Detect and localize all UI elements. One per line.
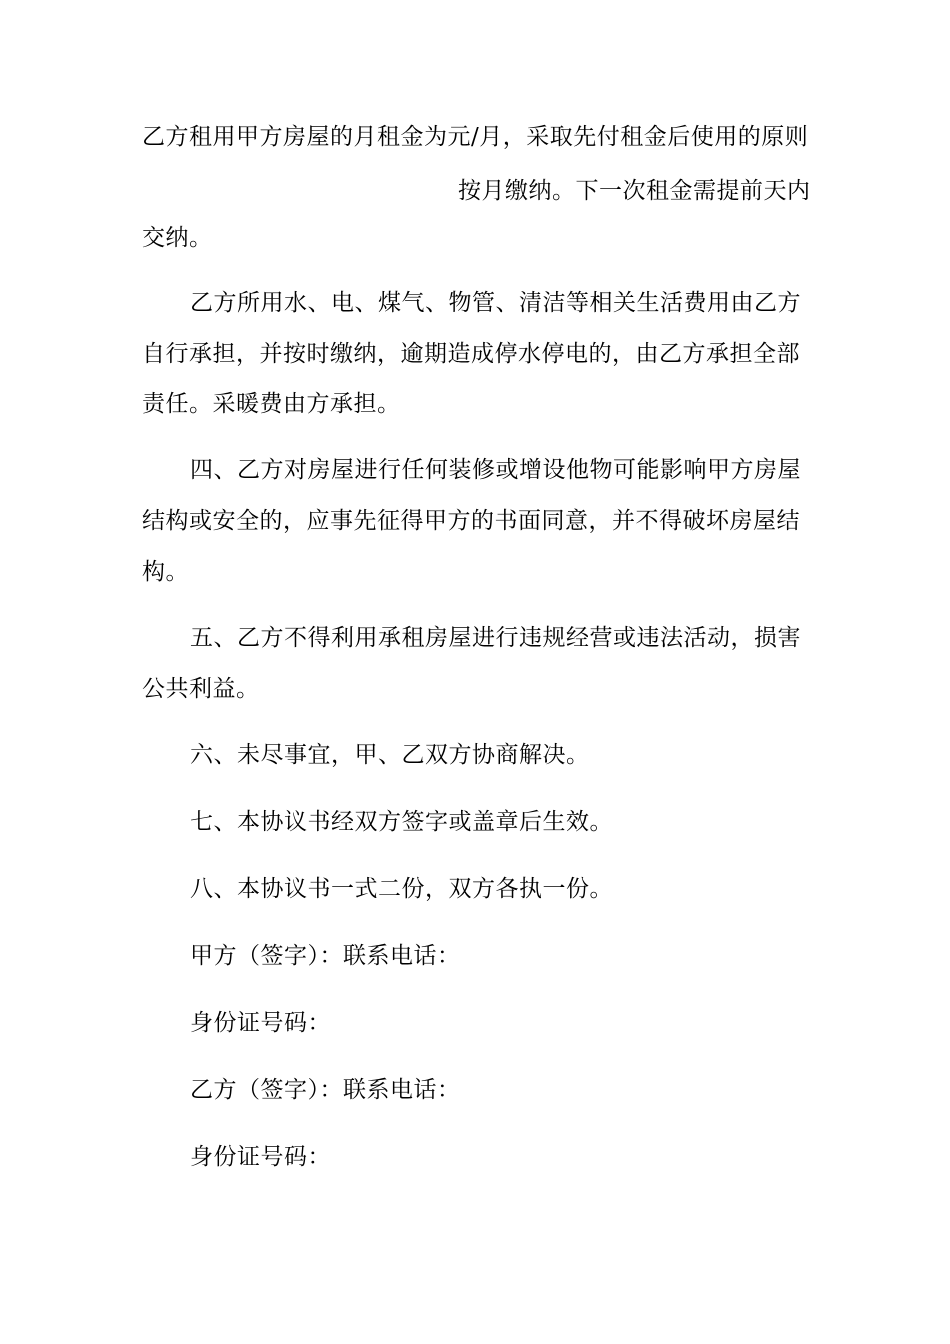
clause-4-line-1: 四、乙方对房屋进行任何装修或增设他物可能影响甲方房屋 bbox=[190, 457, 801, 483]
clause-4-line-3: 构。 bbox=[142, 559, 189, 585]
rent-paragraph-line-3: 交纳。 bbox=[142, 225, 213, 251]
clause-4-line-2: 结构或安全的，应事先征得甲方的书面同意，并不得破坏房屋结 bbox=[142, 508, 800, 534]
clause-6: 六、未尽事宜，甲、乙双方协商解决。 bbox=[190, 742, 590, 768]
clause-7: 七、本协议书经双方签字或盖章后生效。 bbox=[190, 809, 613, 835]
rent-paragraph-line-2: 按月缴纳。下一次租金需提前天内 bbox=[458, 178, 811, 204]
utilities-paragraph-line-1: 乙方所用水、电、煤气、物管、清洁等相关生活费用由乙方 bbox=[190, 290, 801, 316]
party-b-signature-line: 乙方（签字）：联系电话： bbox=[190, 1077, 461, 1103]
party-a-id-line: 身份证号码： bbox=[190, 1010, 331, 1036]
clause-8: 八、本协议书一式二份，双方各执一份。 bbox=[190, 876, 613, 902]
utilities-paragraph-line-3: 责任。采暖费由方承担。 bbox=[142, 391, 401, 417]
clause-5-line-1: 五、乙方不得利用承租房屋进行违规经营或违法活动，损害 bbox=[190, 625, 801, 651]
utilities-paragraph-line-2: 自行承担，并按时缴纳，逾期造成停水停电的，由乙方承担全部 bbox=[142, 341, 800, 367]
party-b-id-line: 身份证号码： bbox=[190, 1144, 331, 1170]
clause-5-line-2: 公共利益。 bbox=[142, 676, 260, 702]
party-a-signature-line: 甲方（签字）：联系电话： bbox=[190, 943, 461, 969]
rent-paragraph-line-1: 乙方租用甲方房屋的月租金为元/月，采取先付租金后使用的原则 bbox=[142, 124, 809, 150]
